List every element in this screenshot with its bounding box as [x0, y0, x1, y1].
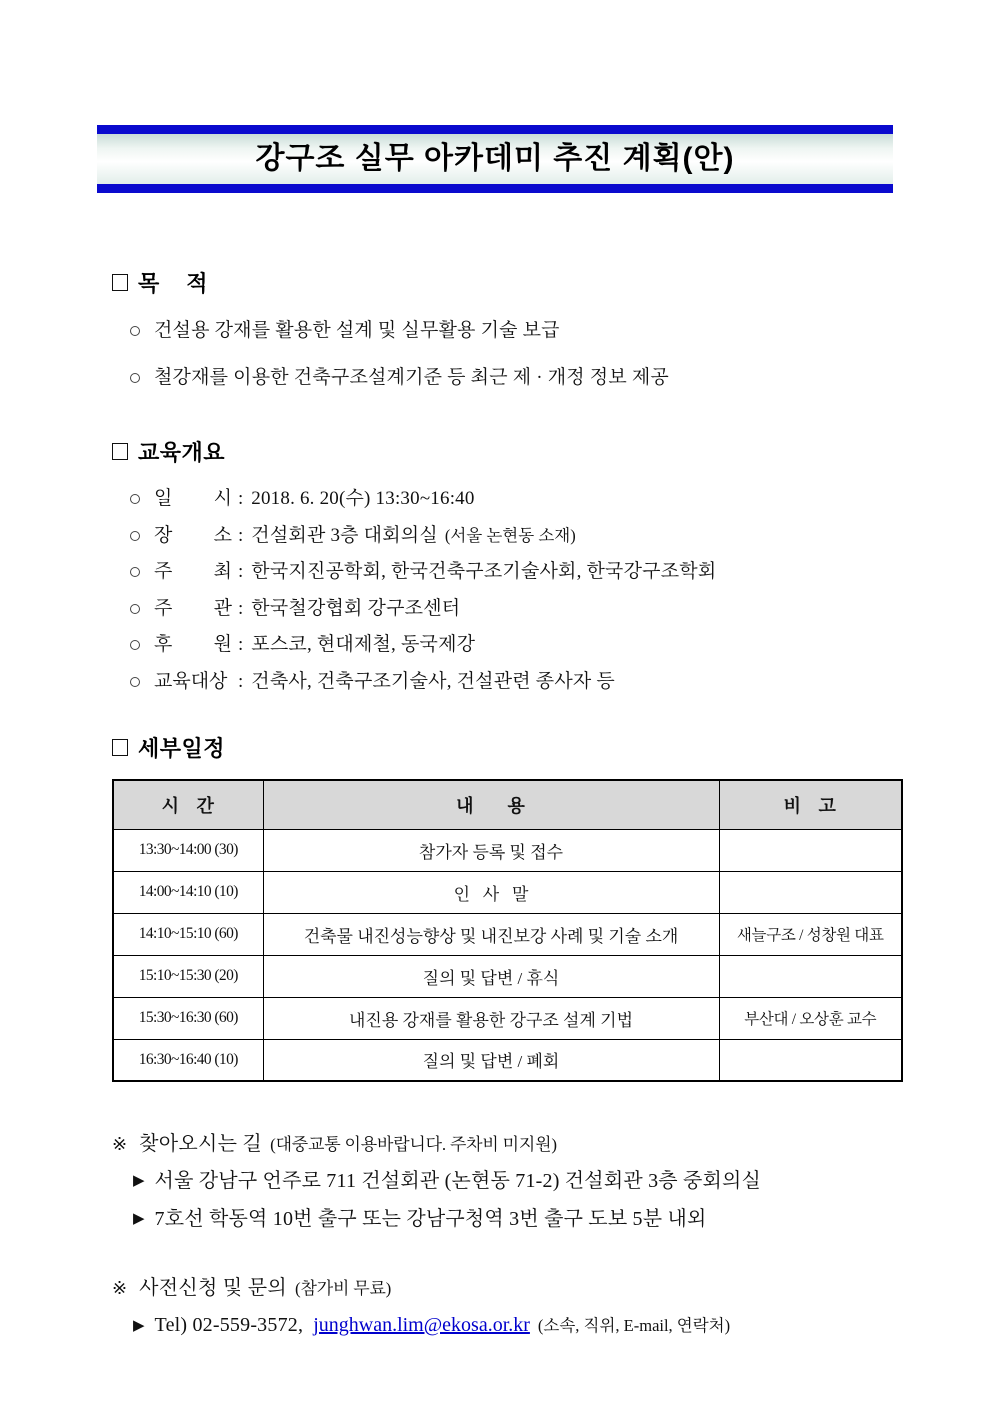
label-separator: :: [238, 634, 244, 655]
label-separator: :: [238, 524, 244, 546]
table-row: [113, 1039, 902, 1081]
directions-address-line: [133, 1162, 992, 1200]
cell-time: 16:30~16:40 (10): [113, 1039, 263, 1081]
overview-label: 주 관: [154, 597, 232, 619]
registration-heading-row: [112, 1271, 992, 1300]
title-banner: [97, 125, 893, 193]
table-row: [113, 829, 902, 871]
column-header-content: 내 용: [263, 780, 719, 829]
overview-item-date: [130, 481, 992, 518]
overview-value: 한국철강협회 강구조센터: [251, 597, 461, 619]
overview-value: 한국지진공학회, 한국건축구조기술사회, 한국강구조학회: [251, 561, 717, 582]
triangle-bullet-icon: ▶: [133, 1317, 145, 1334]
circle-bullet-icon: [130, 567, 140, 577]
purpose-item: [130, 312, 992, 349]
cell-content: 내진용 강재를 활용한 강구조 설계 기법: [263, 997, 719, 1039]
section-heading-overview: 교육개요: [138, 440, 226, 465]
reference-mark-icon: ※: [112, 1278, 128, 1298]
cell-note: 부산대 / 오상훈 교수: [719, 997, 902, 1039]
cell-note: [719, 829, 902, 871]
purpose-heading-row: [112, 267, 992, 298]
overview-value: 건축사, 건축구조기술사, 건설관련 종사자 등: [251, 670, 615, 692]
telephone-number: Tel) 02-559-3572,: [154, 1314, 304, 1336]
overview-label: 주 최: [154, 561, 232, 582]
circle-bullet-icon: [130, 326, 140, 336]
schedule-heading-row: [112, 732, 992, 763]
cell-content: 건축물 내진성능향상 및 내진보강 사례 및 기술 소개: [263, 913, 719, 955]
table-row: [113, 997, 902, 1039]
section-schedule: [0, 732, 992, 1082]
email-link[interactable]: junghwan.lim@ekosa.or.kr: [313, 1314, 530, 1336]
overview-label: 후 원: [154, 634, 232, 655]
directions-heading-row: [112, 1127, 992, 1156]
section-overview: [0, 436, 992, 700]
triangle-bullet-icon: ▶: [133, 1173, 145, 1189]
label-separator: :: [238, 597, 244, 619]
cell-note: 새늘구조 / 성창원 대표: [719, 913, 902, 955]
cell-content: 질의 및 답변 / 휴식: [263, 955, 719, 997]
circle-bullet-icon: [130, 494, 140, 504]
section-heading-purpose: 목 적: [138, 271, 208, 296]
label-separator: :: [238, 670, 244, 692]
overview-items: [0, 481, 992, 700]
overview-item-audience: [130, 664, 992, 701]
cell-time: 15:30~16:30 (60): [113, 997, 263, 1039]
directions-subway-line: [133, 1200, 992, 1238]
column-header-note: 비 고: [719, 780, 902, 829]
section-directions: [0, 1127, 992, 1238]
overview-item-organizer: [130, 591, 992, 628]
directions-note: (대중교통 이용바랍니다. 주차비 미지원): [270, 1135, 557, 1154]
label-separator: :: [238, 561, 244, 582]
schedule-header-row: [113, 780, 902, 829]
reference-mark-icon: ※: [112, 1134, 128, 1154]
directions-heading: 찾아오시는 길: [139, 1133, 263, 1155]
registration-contact-line: [133, 1306, 992, 1345]
section-registration: [0, 1271, 992, 1345]
circle-bullet-icon: [130, 604, 140, 614]
cell-time: 15:10~15:30 (20): [113, 955, 263, 997]
section-purpose: [0, 267, 992, 396]
registration-heading: 사전신청 및 문의: [139, 1277, 288, 1299]
square-bullet-icon: [112, 443, 128, 460]
cell-time: 14:10~15:10 (60): [113, 913, 263, 955]
purpose-items: [0, 312, 992, 396]
cell-content: 참가자 등록 및 접수: [263, 829, 719, 871]
cell-note: [719, 955, 902, 997]
cell-time: 14:00~14:10 (10): [113, 871, 263, 913]
directions-address-text: 서울 강남구 언주로 711 건설회관 (논현동 71-2) 건설회관 3층 중회의실: [154, 1170, 762, 1192]
cell-note: [719, 871, 902, 913]
overview-value-note: (서울 논현동 소재): [444, 525, 576, 545]
schedule-table: [112, 779, 903, 1082]
purpose-item-text: 건설용 강재를 활용한 설계 및 실무활용 기술 보급: [154, 320, 560, 341]
table-row: [113, 871, 902, 913]
square-bullet-icon: [112, 739, 128, 756]
circle-bullet-icon: [130, 531, 140, 541]
table-row: [113, 913, 902, 955]
section-heading-schedule: 세부일정: [138, 736, 226, 761]
circle-bullet-icon: [130, 640, 140, 650]
cell-note: [719, 1039, 902, 1081]
overview-value: 건설회관 3층 대회의실: [251, 524, 438, 546]
triangle-bullet-icon: ▶: [133, 1211, 145, 1227]
page-title: 강구조 실무 아카데미 추진 계획(안): [255, 142, 735, 175]
overview-heading-row: [112, 436, 992, 467]
registration-fee-note: (참가비 무료): [295, 1279, 392, 1298]
overview-label: 일 시: [154, 488, 232, 509]
circle-bullet-icon: [130, 373, 140, 383]
table-row: [113, 955, 902, 997]
label-separator: :: [238, 488, 244, 509]
directions-subway-text: 7호선 학동역 10번 출구 또는 강남구청역 3번 출구 도보 5분 내외: [154, 1208, 707, 1230]
cell-content: 인 사 말: [263, 871, 719, 913]
overview-value: 포스코, 현대제철, 동국제강: [251, 634, 476, 655]
overview-label: 교육대상: [154, 670, 228, 692]
square-bullet-icon: [112, 274, 128, 291]
column-header-time: 시 간: [113, 780, 263, 829]
cell-time: 13:30~14:00 (30): [113, 829, 263, 871]
overview-item-host: [130, 554, 992, 591]
overview-value: 2018. 6. 20(수) 13:30~16:40: [251, 488, 475, 509]
overview-label: 장 소: [154, 524, 232, 546]
overview-item-sponsor: [130, 627, 992, 664]
contact-info-note: (소속, 직위, E-mail, 연락처): [537, 1316, 731, 1335]
directions-items: [0, 1162, 992, 1238]
purpose-item-text: 철강재를 이용한 건축구조설계기준 등 최근 제 · 개정 정보 제공: [154, 367, 669, 388]
circle-bullet-icon: [130, 677, 140, 687]
overview-item-place: [130, 518, 992, 555]
cell-content: 질의 및 답변 / 폐회: [263, 1039, 719, 1081]
purpose-item: [130, 359, 992, 396]
